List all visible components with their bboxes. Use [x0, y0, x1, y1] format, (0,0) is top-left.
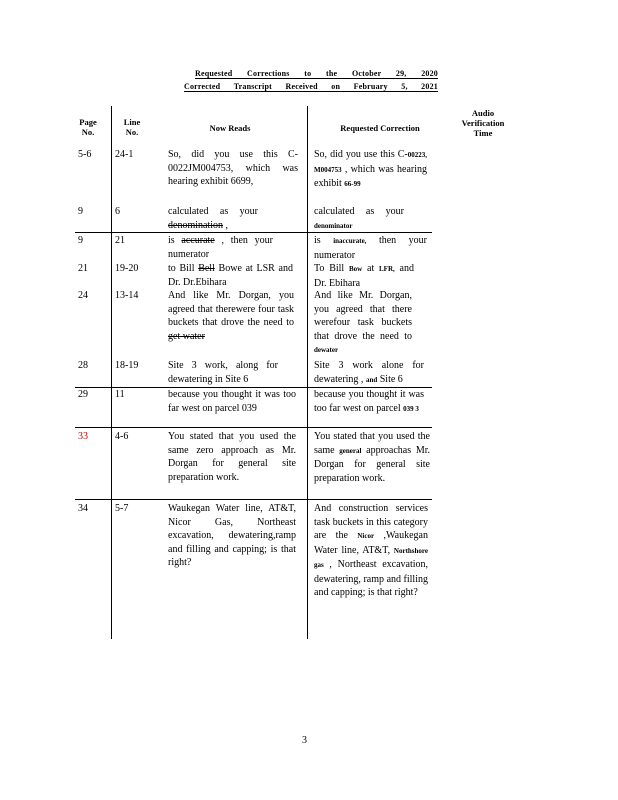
correction-cell: So, did you use this C-00223, M004753 , which was hearing exhibit 66-99	[314, 149, 427, 189]
line-number-cell: 13-14	[115, 290, 139, 301]
page-number-cell: 24	[78, 290, 88, 301]
line-number-cell: 4-6	[115, 431, 129, 442]
page-number-cell: 21	[78, 263, 88, 274]
line-number-cell: 24-1	[115, 149, 134, 160]
now-reads-cell: Waukegan Water line, AT&T, Nicor Gas, Northeast excavation, dewatering,ramp and filling and capping; is that right?	[168, 503, 296, 568]
table-divider	[111, 106, 112, 639]
document-title-line2: Corrected Transcript Received on February 5, 2021	[184, 82, 438, 91]
correction-cell: calculated as your denominator	[314, 206, 404, 230]
now-reads-cell: And like Mr. Dorgan, you agreed that therewere four task buckets that drove the need to get water	[168, 290, 294, 342]
col-header-requested-correction: Requested Correction	[340, 123, 420, 133]
now-reads-cell: to Bill Bell Bowe at LSR and Dr. Dr.Ebihara	[168, 263, 293, 288]
document-title-line1: Requested Corrections to the October 29, 2020	[195, 69, 438, 78]
page-number-cell: 28	[78, 360, 88, 371]
col-header-now-reads: Now Reads	[209, 123, 251, 133]
now-reads-cell: calculated as your denomination ,	[168, 206, 258, 231]
line-number-cell: 5-7	[115, 503, 129, 514]
page-number: 3	[302, 735, 307, 746]
col-header-audio-verification: Audio Verification Time	[461, 108, 505, 138]
page-number-cell-highlighted: 33	[78, 431, 88, 442]
correction-cell: is inaccurate, then your numerator	[314, 235, 428, 261]
page-number-cell: 5-6	[78, 149, 92, 160]
col-header-page: Page No.	[79, 117, 97, 137]
correction-cell: Site 3 work alone for dewatering , and Site 6	[314, 360, 424, 385]
now-reads-cell: You stated that you used the same zero approach as Mr. Dorgan for general site preparation work.	[168, 431, 296, 483]
row-separator	[75, 427, 432, 428]
page-number-cell: 29	[78, 389, 88, 400]
line-number-cell: 18-19	[115, 360, 139, 371]
correction-cell: because you thought it was too far west on parcel 039 3	[314, 389, 424, 414]
correction-cell: To Bill Bow at LFR, and Dr. Ebihara	[314, 263, 414, 289]
line-number-cell: 21	[115, 235, 125, 246]
line-number-cell: 6	[115, 206, 120, 217]
correction-cell: You stated that you used the same general approachas Mr. Dorgan for general site preparation work.	[314, 431, 430, 484]
now-reads-cell: Site 3 work, along for dewatering in Site 6	[168, 360, 278, 385]
page-number-cell: 9	[78, 235, 83, 246]
page-number-cell: 9	[78, 206, 83, 217]
page-number-cell: 34	[78, 503, 88, 514]
table-divider	[307, 106, 308, 639]
now-reads-cell: because you thought it was too far west on parcel 039	[168, 389, 296, 414]
correction-cell: And construction services task buckets in this category are the Nicor ,Waukegan Water line, AT&T, Northshore gas , Northeast excavation, dewatering, ramp and filling and capping; is that right?	[314, 503, 428, 598]
now-reads-cell: is accurate , then your numerator	[168, 235, 274, 260]
correction-cell: And like Mr. Dorgan, you agreed that there werefour task buckets that drove the need to dewater	[314, 290, 412, 354]
line-number-cell: 11	[115, 389, 125, 400]
line-number-cell: 19-20	[115, 263, 139, 274]
now-reads-cell: So, did you use this C-0022JM004753, which was hearing exhibit 6699,	[168, 149, 298, 187]
row-separator	[75, 499, 432, 500]
col-header-line: Line No.	[123, 117, 141, 137]
